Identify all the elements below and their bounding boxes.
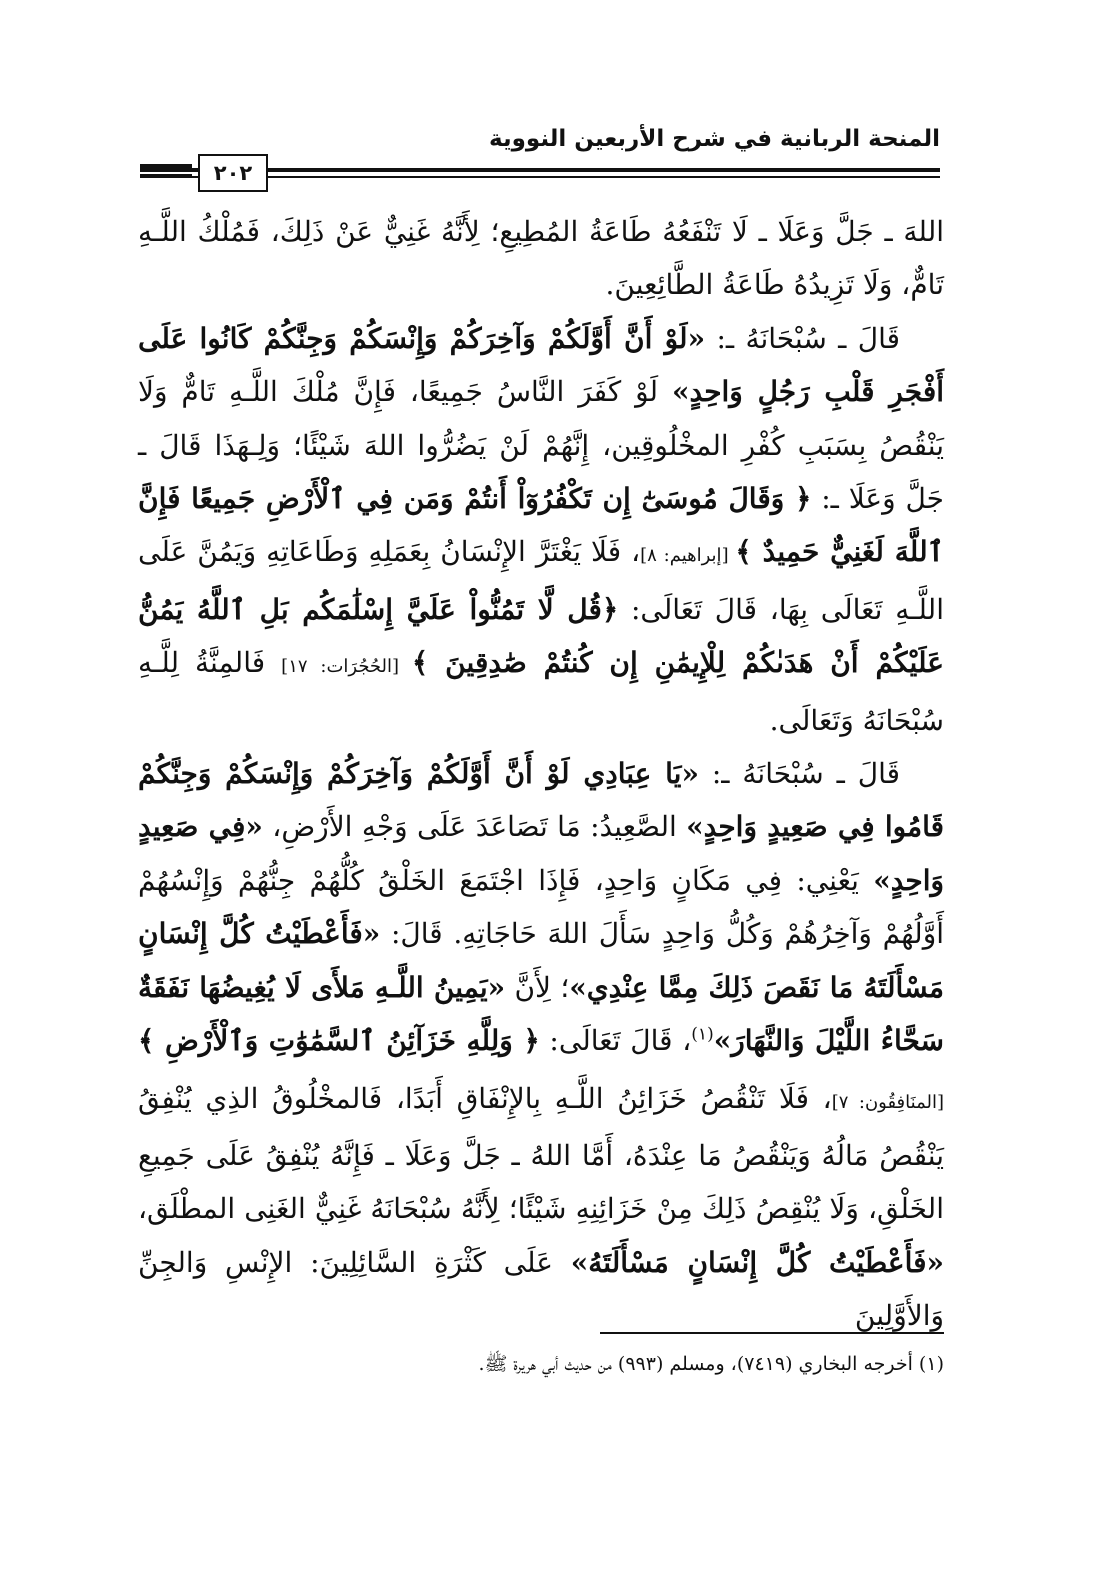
p3-text-6: عَلَى كَثْرَةِ السَّائِلِينَ: الإِنْسِ وَالجِنِّ وَالأَوَّلِينَ: [138, 1245, 944, 1333]
verse-reference: [الحُجُرَات: ١٧]: [281, 656, 412, 678]
p3-text-3: ؛ لِأَنَّ: [505, 970, 570, 1004]
hadith-quote: «فِي صَعِيدٍ وَاحِدٍ»: [138, 810, 944, 897]
verse-reference: [المنَافِقُون: ٧]: [831, 1091, 944, 1113]
verse-reference: [إبراهيم: ٨]: [640, 545, 736, 567]
quran-verse: ﴿ وَقَالَ مُوسَىٰٓ إِن تَكْفُرُوٓاْ أَنتُمْ وَمَن فِي ٱلْأَرْضِ جَمِيعًا فَإِنَّ ٱللَّهَ لَغَنِيٌّ حَمِيدٌ ﴾: [138, 482, 945, 569]
p3-intro: قَالَ ـ سُبْحَانَهُ ـ:: [698, 757, 900, 791]
footnote: (١) أخرجه البخاري (٧٤١٩)، ومسلم (٩٩٣) من حديث أبي هريرة ﷺ.: [478, 1353, 944, 1375]
header-dash-top: [140, 164, 192, 168]
p2-text-3: فَالمِنَّةُ لِلَّـهِ سُبْحَانَهُ وَتَعَالَى.: [138, 646, 944, 737]
p3-text-2: يَعْنِي: فِي مَكَانٍ وَاحِدٍ، فَإِذَا اجْتَمَعَ الخَلْقُ كُلُّهُمْ جِنُّهُمْ وَإِنْسُهُمْ أَوَّلُهُمْ وَآخِرُهُمْ وَكُلُّ وَاحِدٍ سَأَلَ اللهَ حَاجَاتِهِ. قَالَ:: [138, 863, 945, 951]
hadith-quote: «فَأَعْطَيْتُ كُلَّ إِنْسَانٍ مَسْأَلَتَهُ مَا نَقَصَ ذَلِكَ مِمَّا عِنْدِي»: [138, 917, 944, 1004]
hadith-quote: «لَوْ أَنَّ أَوَّلَكُمْ وَآخِرَكُمْ وَإِنْسَكُمْ وَجِنَّكُمْ كَانُوا عَلَى أَفْجَرِ قَلْبِ رَجُلٍ وَاحِدٍ»: [138, 321, 944, 409]
footnote-marker[interactable]: (١): [691, 1024, 714, 1045]
p3-text-1: الصَّعِيدُ: مَا تَصَاعَدَ عَلَى وَجْهِ الأَرْضِ،: [262, 810, 687, 844]
p2-text-1: لَوْ كَفَرَ النَّاسُ جَمِيعًا، فَإِنَّ مُلْكَ اللَّـهِ تَامٌّ وَلَا يَنْقُصُ بِسَبَبِ كُفْرِ المخْلُوقِين، إِنَّهُمْ لَنْ يَضُرُّوا اللهَ شَيْئًا؛ وَلِـهَذَا قَالَ ـ جَلَّ وَعَلَا ـ:: [138, 375, 945, 516]
quran-verse: ﴿ وَلِلَّهِ خَزَآئِنُ ٱلسَّمَٰوَٰتِ وَٱلْأَرْضِ ﴾: [138, 1024, 540, 1058]
hadith-quote: «يَا عِبَادِي لَوْ أَنَّ أَوَّلَكُمْ وَآخِرَكُمْ وَإِنْسَكُمْ وَجِنَّكُمْ قَامُوا فِي صَعِيدٍ وَاحِدٍ»: [138, 757, 944, 844]
footnote-rule: [600, 1332, 944, 1334]
paragraph-3: [138, 747, 944, 1342]
hadith-quote: «فَأَعْطَيْتُ كُلَّ إِنْسَانٍ مَسْأَلَتَهُ»: [570, 1245, 944, 1279]
header-dash-bottom: [140, 174, 192, 178]
p3-text-4: ، قَالَ تَعَالَى:: [539, 1024, 692, 1058]
paragraph-2: [138, 312, 944, 747]
p2-text-2: ، فَلَا يَغْتَرَّ الإِنْسَانُ بِعَمَلِهِ وَطَاعَاتِهِ وَيَمُنَّ عَلَى اللَّـهِ تَعَالَى بِهَا، قَالَ تَعَالَى:: [138, 535, 944, 626]
page-number: ٢٠٢: [198, 154, 268, 192]
quran-verse: ﴿قُل لَّا تَمُنُّواْ عَلَيَّ إِسْلَٰمَكُم بَلِ ٱللَّهُ يَمُنُّ عَلَيْكُمْ أَنْ هَدَىٰكُمْ لِلْإِيمَٰنِ إِن كُنتُمْ صَٰدِقِينَ ﴾: [138, 592, 944, 680]
body-text: [138, 205, 944, 1343]
p2-intro: قَالَ ـ سُبْحَانَهُ ـ:: [705, 321, 900, 355]
running-title: المنحة الربانية في شرح الأربعين النووية: [489, 126, 940, 152]
p3-text-5: ، فَلَا تَنْقُصُ خَزَائِنُ اللَّـهِ بِالإِنْفَاقِ أَبَدًا، فَالمخْلُوقُ الذِي يُنْفِقُ يَنْقُصُ مَالُهُ وَيَنْقُصُ مَا عِنْدَهُ، أَمَّا اللهُ ـ جَلَّ وَعَلَا ـ فَإِنَّهُ يُنْفِقُ عَلَى جَمِيعِ الخَلْقِ، وَلَا يُنْقِصُ ذَلِكَ مِنْ خَزَائِنِهِ شَيْئًا؛ لِأَنَّهُ سُبْحَانَهُ غَنِيٌّ الغَنِى المطْلَق،: [138, 1081, 944, 1226]
paragraph-1: اللهَ ـ جَلَّ وَعَلَا ـ لَا تَنْفَعُهُ طَاعَةُ المُطِيعِ؛ لِأَنَّهُ غَنِيٌّ عَنْ ذَلِكَ، فَمُلْكُ اللَّـهِ تَامٌّ، وَلَا تَزِيدُهُ طَاعَةُ الطَّائِعِينَ.: [138, 215, 944, 302]
hadith-quote: «يَمِينُ اللَّـهِ مَلأَى لَا يُغِيضُهَا نَفَقَةٌ سَحَّاءُ اللَّيْلَ وَالنَّهَارَ»: [138, 970, 945, 1058]
page-header: [140, 122, 940, 192]
